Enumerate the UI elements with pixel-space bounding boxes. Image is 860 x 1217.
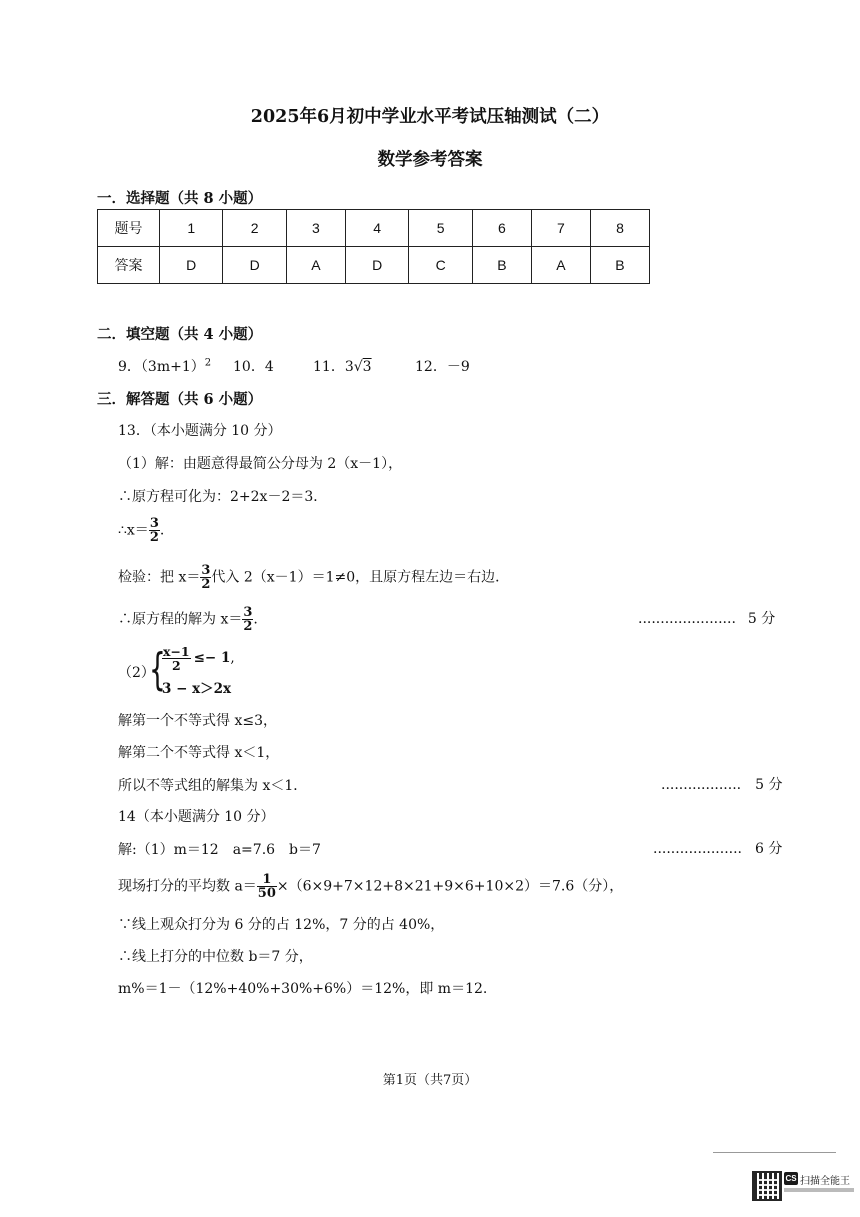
system-line-1: $\frac{x-1}{2}$ ≤− 1, [163, 644, 235, 673]
table-cell: D [223, 247, 286, 284]
fraction-numerator: 3 [243, 605, 253, 620]
brace-icon: { [149, 644, 166, 695]
q13-p2-line2: 解第二个不等式得 x＜1， [118, 745, 280, 761]
q13-p1-line1: （1）解：由题意得最简公分母为 2（x－1）， [118, 456, 403, 472]
q14-line2-prefix: 现场打分的平均数 a＝ [118, 878, 257, 895]
q14-line2-suffix: ×（6×9+7×12+8×21+9×6+10×2）＝7.6（分）， [276, 878, 624, 895]
answer-table [97, 209, 650, 284]
fraction-numerator: 3 [149, 516, 159, 531]
q13-p1-line3-text: ∴x＝ [118, 522, 149, 539]
score-dots: ...................... [638, 611, 736, 627]
answer-q11-radicand: 3 [362, 359, 372, 375]
table-cell: A [286, 247, 345, 284]
scanner-subline [784, 1188, 854, 1192]
scanner-logo-icon: CS [785, 1174, 797, 1183]
q13-p2-label: （2） [118, 665, 155, 681]
q13-p1-score [638, 608, 775, 628]
table-header-cell: 题号 [98, 210, 160, 247]
sqrt-icon: √ [353, 359, 363, 375]
answer-q9 [118, 356, 211, 376]
q14-line3: ∵线上观众打分为 6 分的占 12%，7 分的占 40%， [118, 917, 445, 933]
q13-header: 13．（本小题满分 10 分） [118, 423, 282, 439]
q13-p1-line2: ∴原方程可化为：2+2x－2＝3． [118, 489, 328, 505]
table-cell: B [472, 247, 531, 284]
score-dots: .................. [661, 777, 742, 793]
answer-q10: 10．4 [233, 359, 274, 375]
fraction-denominator: 2 [201, 577, 211, 592]
table-cell: 1 [160, 210, 223, 247]
fraction-numerator: 1 [257, 873, 277, 887]
page-subtitle: 数学参考答案 [377, 150, 483, 170]
table-row [98, 210, 650, 247]
q13-p1-line5: ∴原方程的解为 x＝ $\frac{3}{2}$ . [118, 605, 258, 634]
table-cell: 6 [472, 210, 531, 247]
q14-line4: ∴线上打分的中位数 b＝7 分， [118, 949, 313, 965]
table-cell: D [345, 247, 408, 284]
q13-p2-line1: 解第一个不等式得 x≤3， [118, 713, 277, 729]
answer-q9-exponent: 2 [204, 357, 212, 369]
fraction-denominator: 2 [171, 658, 181, 673]
fraction [257, 873, 277, 900]
score-value: 6 分 [755, 841, 783, 857]
section-heading-fill: 二．填空题（共 4 小题） [97, 326, 263, 343]
system-line-2: 3 − x＞2x [162, 681, 232, 697]
q13-p1-line4 [118, 564, 509, 591]
q13-p2-score [661, 774, 782, 794]
fraction [162, 645, 191, 672]
fraction-denominator: 50 [257, 886, 276, 901]
table-cell: 8 [590, 210, 649, 247]
score-value: 5 分 [755, 777, 783, 793]
answer-q12: 12．－9 [415, 359, 470, 375]
fraction [242, 606, 253, 633]
system-line-1-rest: ≤− 1 [193, 650, 231, 666]
table-header-cell: 答案 [98, 247, 160, 284]
fraction [200, 564, 211, 591]
table-cell: 5 [409, 210, 472, 247]
divider [713, 1152, 836, 1153]
q13-p1-line4-suffix: 代入 2（x－1）＝1≠0，且原方程左边＝右边． [211, 569, 510, 586]
table-cell: 7 [531, 210, 590, 247]
scanner-watermark: 扫描全能王 [800, 1176, 850, 1187]
qr-code-icon [752, 1171, 782, 1201]
q14-line2 [118, 873, 623, 900]
answer-q11 [313, 356, 372, 376]
fraction-denominator: 2 [243, 619, 253, 634]
q14-header: 14（本小题满分 10 分） [118, 809, 275, 825]
answer-q9-text: 9．（3m+1） [118, 359, 205, 375]
q14-score [653, 838, 782, 858]
score-dots: .................... [653, 841, 743, 857]
q13-p1-line5-text: ∴原方程的解为 x＝ [118, 611, 243, 628]
table-cell: A [531, 247, 590, 284]
fraction-numerator: x−1 [163, 644, 190, 659]
table-cell: C [409, 247, 472, 284]
table-row [98, 247, 650, 284]
fraction-denominator: 2 [149, 530, 159, 545]
section-heading-choice: 一．选择题（共 8 小题） [97, 190, 263, 207]
q13-p2-line3: 所以不等式组的解集为 x＜1． [118, 778, 308, 794]
page-title: 2025年6月初中学业水平考试压轴测试（二） [250, 107, 610, 127]
q14-line1: 解:（1）m＝12 a=7.6 b＝7 [118, 842, 321, 858]
answer-q11-coef: 11．3 [313, 359, 354, 375]
q13-p1-line3: ∴x＝ $\frac{3}{2}$ . [118, 516, 165, 545]
score-value: 5 分 [747, 611, 776, 627]
table-cell: 3 [286, 210, 345, 247]
table-cell: 2 [223, 210, 286, 247]
fraction [149, 517, 160, 544]
q13-p1-line4-prefix: 检验：把 x＝ [118, 569, 201, 586]
table-cell: 4 [345, 210, 408, 247]
page-footer: 第1页（共7页） [382, 1073, 478, 1088]
table-cell: B [590, 247, 649, 284]
table-cell: D [160, 247, 223, 284]
fraction-numerator: 3 [201, 563, 211, 578]
section-heading-solve: 三．解答题（共 6 小题） [97, 391, 263, 408]
q14-line5: m%＝1－（12%+40%+30%+6%）＝12%，即 m＝12. [118, 981, 488, 997]
